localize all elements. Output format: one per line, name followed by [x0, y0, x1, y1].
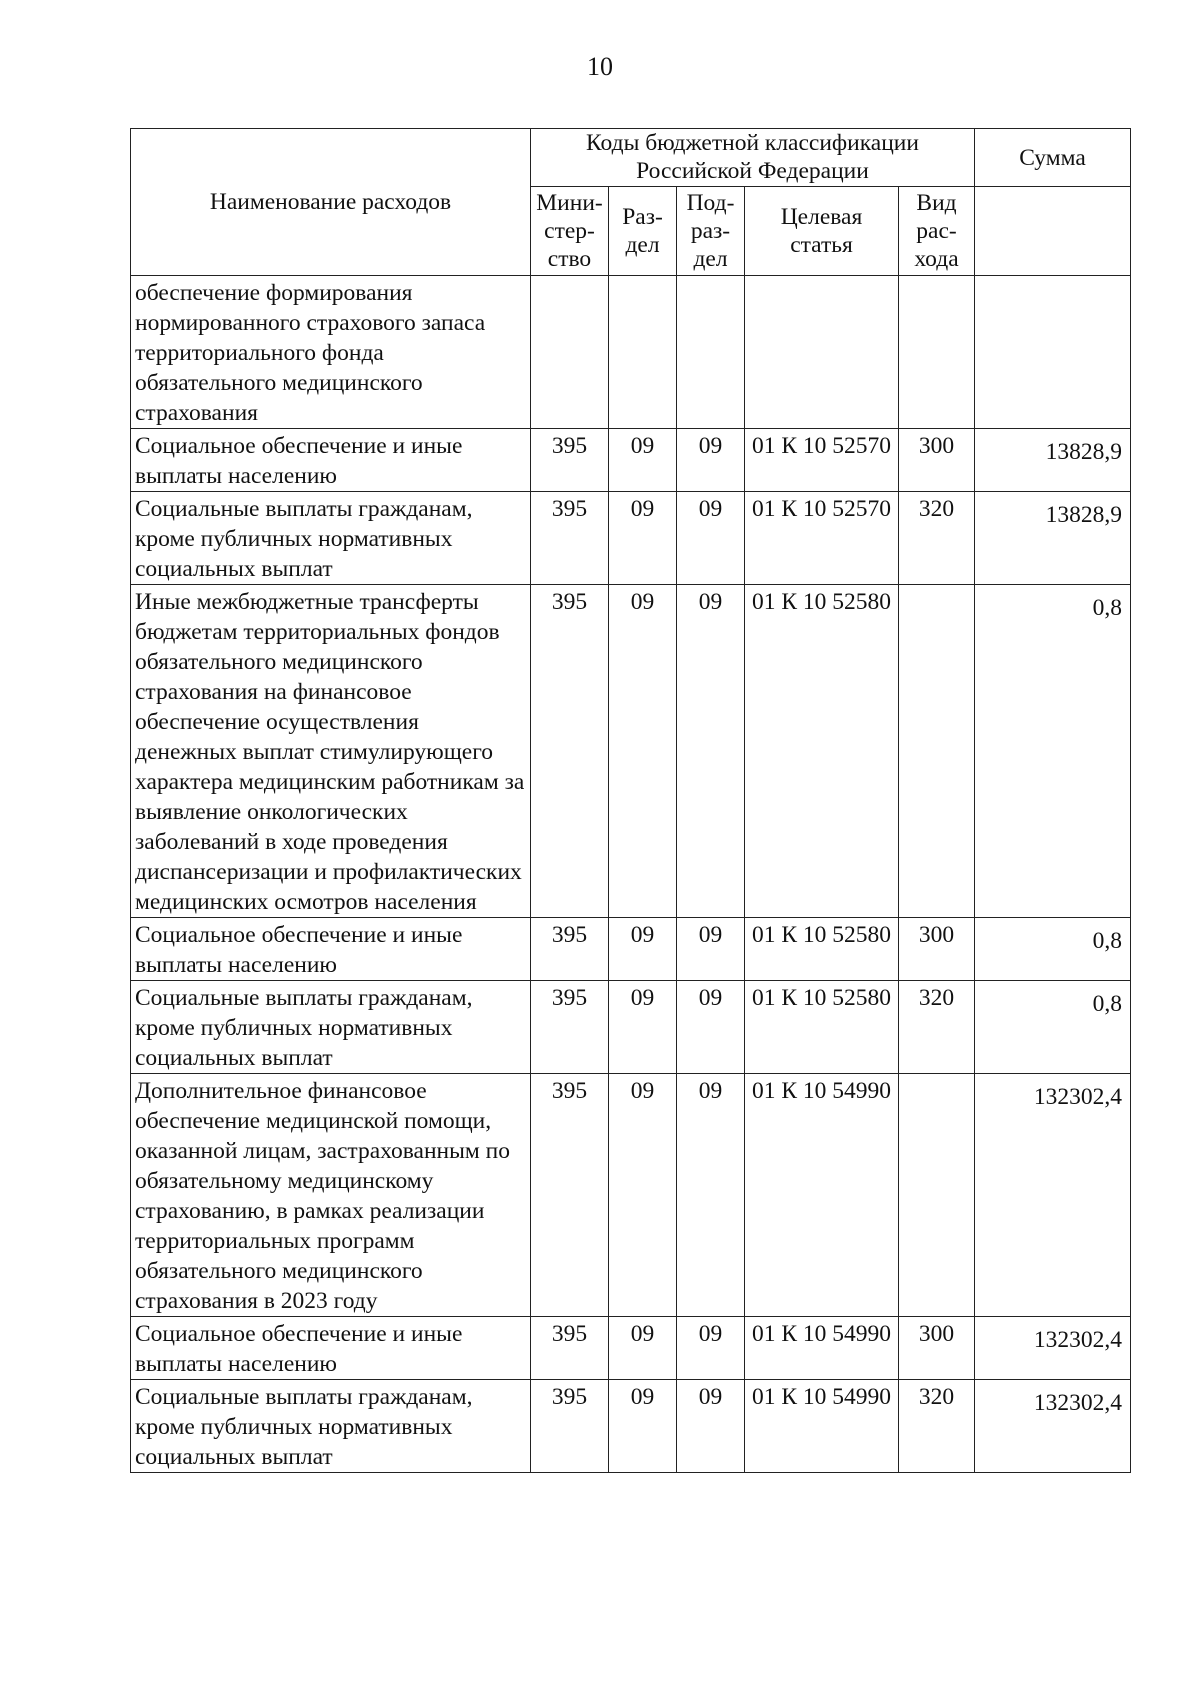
cell-target: 01 К 10 52570	[745, 429, 899, 492]
cell-sum: 13828,9	[975, 429, 1131, 492]
table-row	[131, 1074, 1131, 1317]
cell-target: 01 К 10 54990	[745, 1380, 899, 1473]
cell-target: 01 К 10 54990	[745, 1074, 899, 1317]
header-codes-group: Коды бюджетной классификации Российской Федерации	[531, 129, 975, 187]
cell-sum: 132302,4	[975, 1074, 1131, 1317]
header-sum-empty	[975, 187, 1131, 276]
table-header	[131, 129, 1131, 276]
cell-ministry: 395	[531, 429, 609, 492]
cell-ministry: 395	[531, 1317, 609, 1380]
header-type: Вид рас-хода	[899, 187, 975, 276]
table-row	[131, 1380, 1131, 1473]
cell-ministry: 395	[531, 585, 609, 918]
cell-target: 01 К 10 52570	[745, 492, 899, 585]
cell-target: 01 К 10 52580	[745, 981, 899, 1074]
cell-type	[899, 585, 975, 918]
page-number: 10	[587, 52, 613, 81]
cell-subsection: 09	[677, 585, 745, 918]
cell-name: Социальные выплаты гражданам, кроме публичных нормативных социальных выплат	[131, 981, 531, 1074]
cell-type: 300	[899, 429, 975, 492]
cell-sum: 0,8	[975, 585, 1131, 918]
cell-name: обеспечение формирования нормированного страхового запаса территориального фонда обязательного медицинского страхования	[131, 276, 531, 429]
cell-subsection	[677, 276, 745, 429]
cell-subsection: 09	[677, 981, 745, 1074]
cell-section	[609, 276, 677, 429]
cell-section: 09	[609, 1317, 677, 1380]
cell-type	[899, 1074, 975, 1317]
cell-sum: 0,8	[975, 981, 1131, 1074]
table-row	[131, 1317, 1131, 1380]
header-section: Раз-дел	[609, 187, 677, 276]
header-name: Наименование расходов	[131, 129, 531, 276]
table-row	[131, 492, 1131, 585]
cell-name: Дополнительное финансовое обеспечение медицинской помощи, оказанной лицам, застрахованным по обязательному медицинскому страхованию, в рамках реализации территориальных программ обязательного медицинского страхования в 2023 году	[131, 1074, 531, 1317]
cell-subsection: 09	[677, 918, 745, 981]
cell-subsection: 09	[677, 429, 745, 492]
cell-section: 09	[609, 1074, 677, 1317]
table-body	[131, 276, 1131, 1473]
cell-name: Социальное обеспечение и иные выплаты населению	[131, 918, 531, 981]
cell-target	[745, 276, 899, 429]
cell-ministry: 395	[531, 1074, 609, 1317]
table-row	[131, 276, 1131, 429]
cell-subsection: 09	[677, 1074, 745, 1317]
cell-target: 01 К 10 52580	[745, 918, 899, 981]
table-row	[131, 429, 1131, 492]
cell-ministry: 395	[531, 918, 609, 981]
cell-name: Социальное обеспечение и иные выплаты населению	[131, 429, 531, 492]
cell-ministry: 395	[531, 981, 609, 1074]
cell-target: 01 К 10 52580	[745, 585, 899, 918]
cell-type	[899, 276, 975, 429]
cell-ministry	[531, 276, 609, 429]
budget-table	[130, 128, 1131, 1473]
header-sum: Сумма	[975, 129, 1131, 187]
cell-sum: 13828,9	[975, 492, 1131, 585]
table-row	[131, 585, 1131, 918]
cell-section: 09	[609, 981, 677, 1074]
cell-type: 320	[899, 981, 975, 1074]
cell-ministry: 395	[531, 492, 609, 585]
cell-name: Иные межбюджетные трансферты бюджетам территориальных фондов обязательного медицинского страхования на финансовое обеспечение осуществления денежных выплат стимулирующего характера медицинским работникам за выявление онкологических заболеваний в ходе проведения диспансеризации и профилактических медицинских осмотров населения	[131, 585, 531, 918]
cell-subsection: 09	[677, 1380, 745, 1473]
cell-sum: 0,8	[975, 918, 1131, 981]
cell-subsection: 09	[677, 492, 745, 585]
cell-section: 09	[609, 918, 677, 981]
header-subsection: Под-раз-дел	[677, 187, 745, 276]
cell-section: 09	[609, 1380, 677, 1473]
cell-sum	[975, 276, 1131, 429]
cell-name: Социальные выплаты гражданам, кроме публичных нормативных социальных выплат	[131, 1380, 531, 1473]
cell-sum: 132302,4	[975, 1317, 1131, 1380]
cell-type: 320	[899, 1380, 975, 1473]
table-row	[131, 918, 1131, 981]
cell-name: Социальное обеспечение и иные выплаты населению	[131, 1317, 531, 1380]
cell-section: 09	[609, 585, 677, 918]
cell-type: 300	[899, 1317, 975, 1380]
header-target: Целевая статья	[745, 187, 899, 276]
header-row-top	[131, 129, 1131, 187]
table-row	[131, 981, 1131, 1074]
cell-type: 320	[899, 492, 975, 585]
cell-section: 09	[609, 429, 677, 492]
cell-name: Социальные выплаты гражданам, кроме публичных нормативных социальных выплат	[131, 492, 531, 585]
cell-section: 09	[609, 492, 677, 585]
cell-sum: 132302,4	[975, 1380, 1131, 1473]
cell-subsection: 09	[677, 1317, 745, 1380]
cell-type: 300	[899, 918, 975, 981]
cell-ministry: 395	[531, 1380, 609, 1473]
header-ministry: Мини-стер-ство	[531, 187, 609, 276]
cell-target: 01 К 10 54990	[745, 1317, 899, 1380]
